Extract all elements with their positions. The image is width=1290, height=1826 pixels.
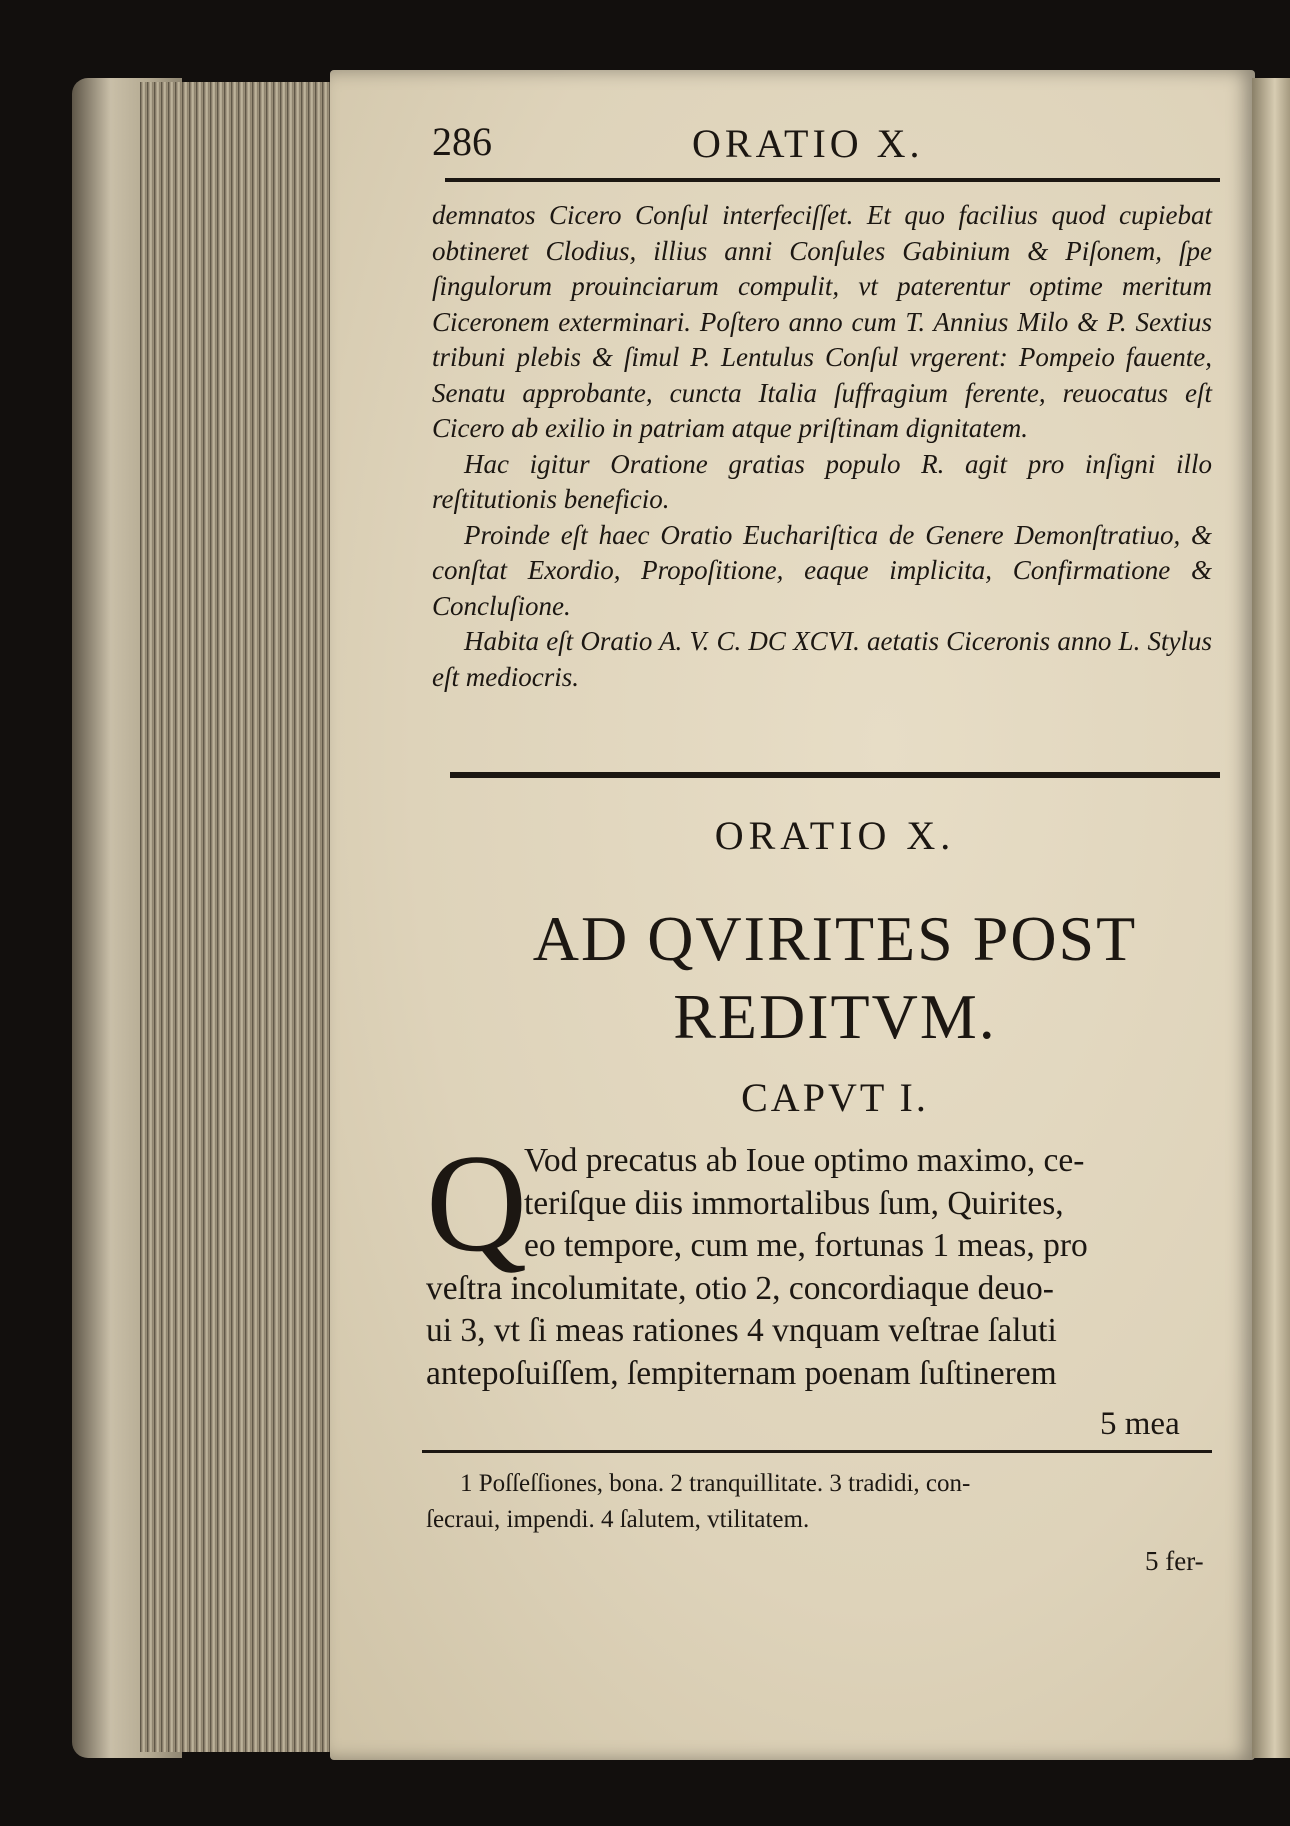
facing-page-edge (1252, 78, 1290, 1758)
footnote-catchword: 5 fer- (1145, 1546, 1204, 1576)
page-edges (140, 82, 345, 1752)
page-number: 286 (432, 119, 492, 164)
intro-paragraph: Proinde eſt haec Oratio Euchariſtica de Genere Demonſtratiuo, & conſtat Exordio, Propoſitione, eaque implicita, Confirmatione & Concluſione. (432, 519, 1212, 621)
title-line: AD QVIRITES POST (532, 903, 1138, 974)
body-line: veſtra incolumitate, otio 2, concordiaque deuo- (426, 1269, 1054, 1307)
footnotes (426, 1466, 1216, 1538)
chapter-heading: CAPVT I. (741, 1075, 929, 1120)
title-line: REDITVM. (673, 981, 997, 1052)
running-title: ORATIO X. (692, 121, 924, 166)
intro-paragraph: Habita eſt Oratio A. V. C. DC XCVI. aetatis Ciceronis anno L. Stylus eſt mediocris. (432, 626, 1212, 692)
drop-cap: Q (426, 1126, 528, 1281)
running-head (432, 118, 1212, 178)
section-rule (450, 772, 1220, 778)
oration-label: ORATIO X. (714, 813, 956, 858)
body-line: teriſque diis immortalibus ſum, Quirites, (524, 1184, 1064, 1222)
body-line: eo tempore, cum me, fortunas 1 meas, pro (524, 1227, 1088, 1264)
footnote-line: ſecraui, impendi. 4 ſalutem, vtilitatem. (426, 1506, 810, 1533)
intro-paragraph: Hac igitur Oratione gratias populo R. agit pro inſigni illo reſtitutionis beneficio. (432, 448, 1212, 514)
intro-paragraph: demnatos Cicero Conſul interfeciſſet. Et quo facilius quod cupiebat obtineret Clodius, illius anni Conſules Gabinium & Piſonem, ſpe ſingulorum prouinciarum compulit, vt paterentur optime meritum Ciceronem exterminari. Poſtero anno cum T. Annius Milo & P. Sextius tribuni plebis & ſimul P. Lentulus Conſul vrgerent: Pompeio fauente, Senatu approbante, cuncta Italia ſuffragium ferente, reuocatus eſt Cicero ab exilio in patriam atque priſtinam dignitatem. (432, 200, 1212, 443)
footnote-line: 1 Poſſeſſiones, bona. 2 tranquillitate. 3 tradidi, con- (460, 1470, 971, 1497)
body-line: ui 3, vt ſi meas rationes 4 vnquam veſtrae ſaluti (426, 1312, 1057, 1349)
oration-title (440, 900, 1230, 1056)
body-line: antepoſuiſſem, ſempiternam poenam ſuſtinerem (426, 1354, 1057, 1392)
header-rule (445, 178, 1220, 182)
intro-text (432, 198, 1212, 695)
body-text (426, 1140, 1210, 1395)
footnote-rule (422, 1450, 1212, 1453)
body-line: Vod precatus ab Ioue optimo maximo, ce- (524, 1142, 1085, 1179)
catchword: 5 mea (1100, 1406, 1180, 1442)
